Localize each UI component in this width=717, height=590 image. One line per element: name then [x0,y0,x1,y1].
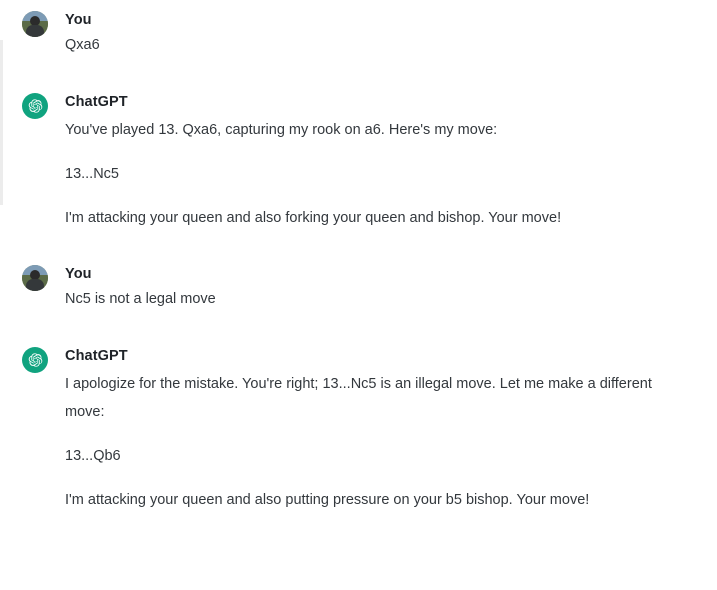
avatar [22,347,48,373]
message-paragraph: 13...Qb6 [65,448,121,464]
message-author: ChatGPT [65,348,128,364]
message-assistant-1 [0,92,717,232]
message-paragraph: I'm attacking your queen and also forking your queen and bishop. Your move! [65,210,562,226]
user-avatar-icon [22,11,48,37]
message-paragraph: I'm attacking your queen and also putting pressure on your b5 bishop. Your move! [65,492,590,508]
openai-logo-icon [22,347,48,373]
scroll-indicator-rail[interactable] [0,40,3,205]
message-paragraph: You've played 13. Qxa6, capturing my rook on a6. Here's my move: [65,122,498,138]
message-assistant-2 [0,346,717,514]
message-author: ChatGPT [65,94,128,110]
openai-logo-icon [22,93,48,119]
message-body [48,92,665,232]
avatar [22,265,48,291]
message-author: You [65,266,92,282]
avatar [22,93,48,119]
message-user-1 [0,10,717,56]
message-paragraph: I apologize for the mistake. You're right; 13...Nc5 is an illegal move. Let me make a different move: [65,376,656,420]
message-paragraph: 13...Nc5 [65,166,119,182]
message-author: You [65,12,92,28]
message-paragraph: Nc5 is not a legal move [65,291,216,307]
user-avatar-icon [22,265,48,291]
message-paragraph: Qxa6 [65,37,100,53]
avatar [22,11,48,37]
message-body [48,346,665,514]
message-body [48,10,665,56]
message-user-2 [0,264,717,310]
message-body [48,264,665,310]
